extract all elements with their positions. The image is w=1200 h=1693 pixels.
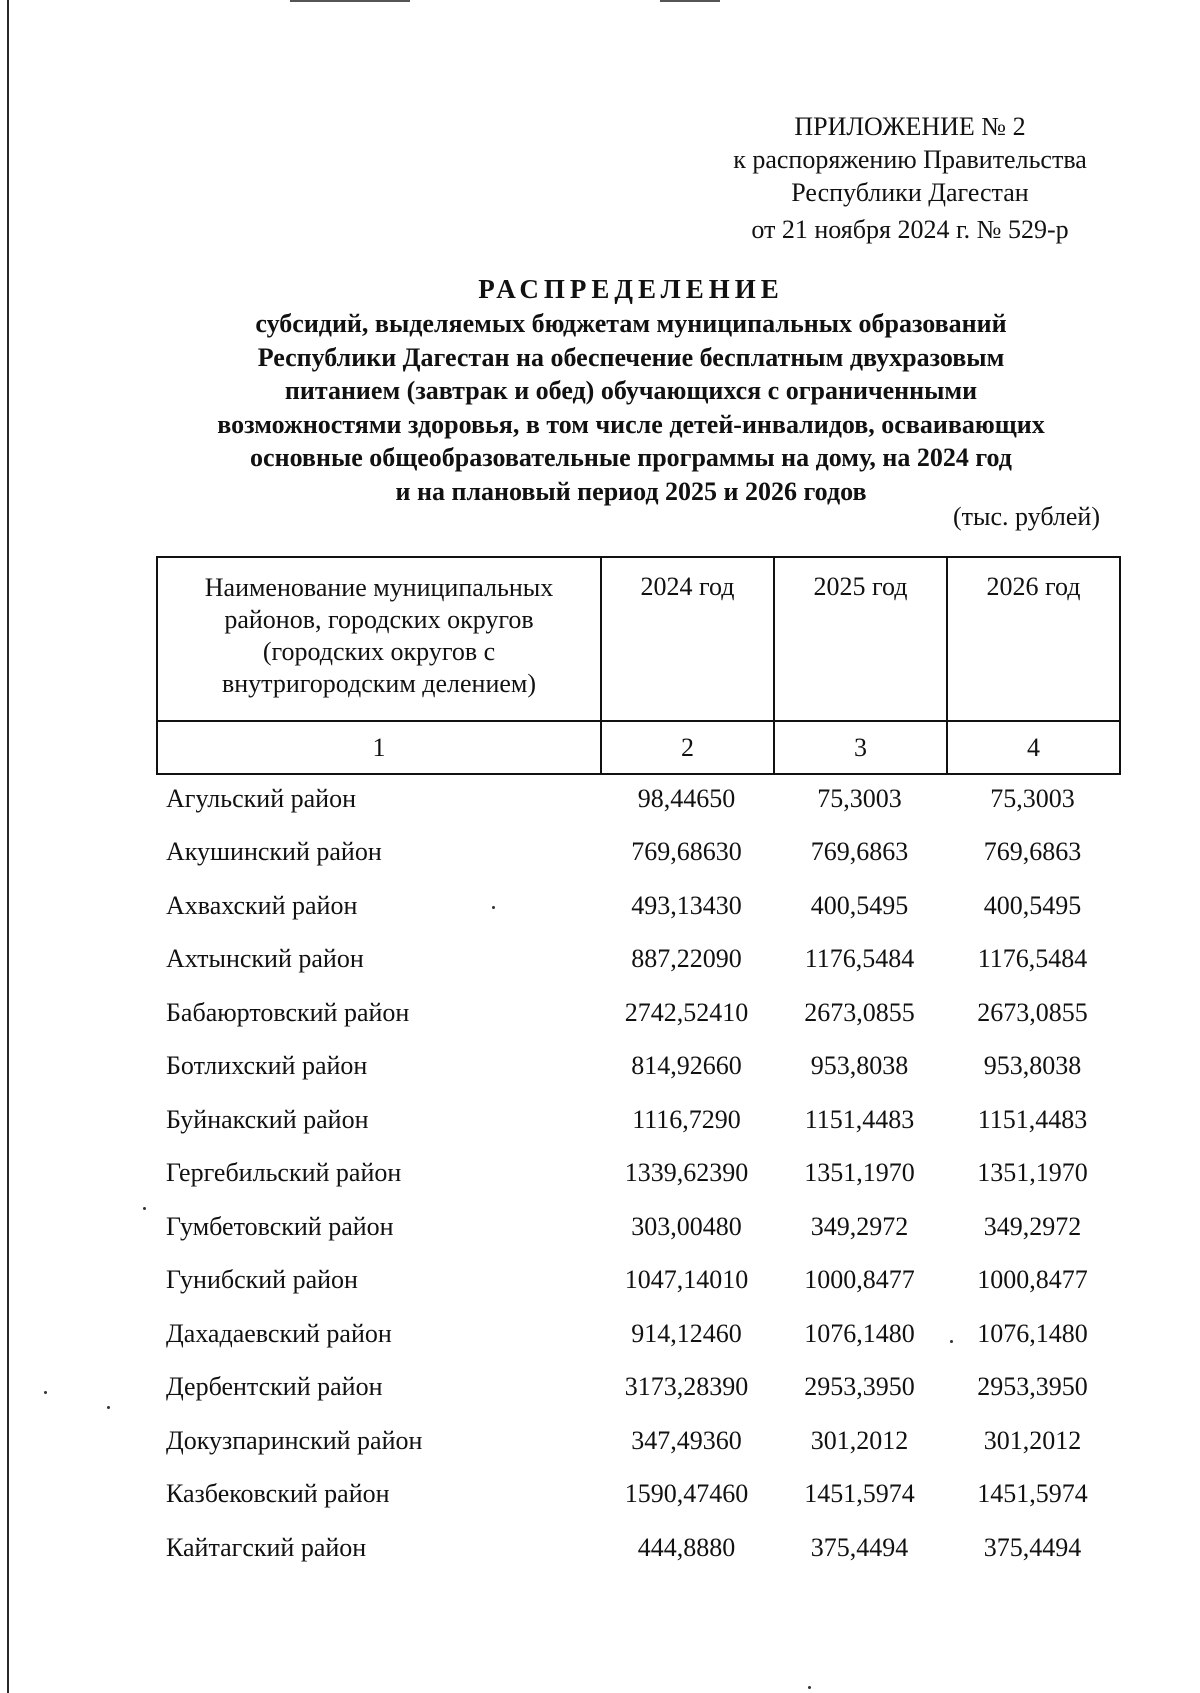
- scan-artifact: [660, 0, 720, 2]
- column-number: 4: [947, 721, 1120, 774]
- table-row: [156, 1521, 1119, 1575]
- value-2024: 1339,62390: [624, 1158, 749, 1188]
- header-name-line: районов, городских округов: [224, 605, 534, 634]
- value-2024: 914,12460: [631, 1318, 742, 1348]
- column-number: 3: [774, 721, 947, 774]
- value-2026: 375,4494: [983, 1532, 1082, 1562]
- table-row: [156, 1147, 1119, 1201]
- value-2025: 1076,1480: [804, 1318, 915, 1348]
- table-row: [156, 879, 1119, 933]
- column-number: 1: [157, 721, 601, 774]
- district-name: Ахвахский район: [166, 890, 358, 920]
- value-2026: 301,2012: [983, 1425, 1082, 1455]
- value-2025: 1451,5974: [804, 1479, 915, 1509]
- value-2025: 375,4494: [810, 1532, 909, 1562]
- table-row: [156, 986, 1119, 1040]
- value-2025: 1000,8477: [804, 1265, 915, 1295]
- scan-speck: [950, 1340, 953, 1343]
- table-row: [156, 1040, 1119, 1094]
- document-title: РАСПРЕДЕЛЕНИЕ: [478, 274, 784, 304]
- subtitle-line: возможностями здоровья, в том числе детей-инвалидов, осваивающих: [217, 409, 1045, 439]
- value-2025: 400,5495: [810, 890, 909, 920]
- district-name: Докузпаринский район: [166, 1425, 423, 1455]
- value-2025: 953,8038: [810, 1051, 909, 1081]
- value-2025: 2953,3950: [804, 1372, 915, 1402]
- value-2024: 3173,28390: [624, 1372, 749, 1402]
- value-2026: 1351,1970: [977, 1158, 1088, 1188]
- scan-artifact: [290, 0, 410, 2]
- table-row: [156, 826, 1119, 880]
- table-row: [156, 933, 1119, 987]
- district-name: Гумбетовский район: [166, 1211, 394, 1241]
- table-row: [156, 1361, 1119, 1415]
- table-body: [156, 772, 1119, 1575]
- subtitle-line: и на плановый период 2025 и 2026 годов: [395, 476, 867, 506]
- value-2026: 1451,5974: [977, 1479, 1088, 1509]
- district-name: Ахтынский район: [166, 944, 364, 974]
- value-2026: 1176,5484: [977, 944, 1088, 974]
- value-2024: 303,00480: [631, 1211, 742, 1241]
- value-2025: 349,2972: [810, 1211, 909, 1241]
- header-name-line: внутригородским делением): [221, 669, 537, 698]
- value-2025: 1151,4483: [804, 1104, 915, 1134]
- value-2024: 814,92660: [631, 1051, 742, 1081]
- value-2025: 301,2012: [810, 1425, 909, 1455]
- district-name: Казбековский район: [166, 1479, 390, 1509]
- column-number: 2: [601, 721, 774, 774]
- table-row: [156, 1093, 1119, 1147]
- annex-line-2: Республики Дагестан: [791, 178, 1029, 207]
- value-2026: 75,3003: [990, 783, 1075, 813]
- district-name: Бабаюртовский район: [166, 997, 410, 1027]
- value-2024: 2742,52410: [624, 997, 749, 1027]
- value-2026: 349,2972: [983, 1211, 1082, 1241]
- value-2026: 2673,0855: [977, 997, 1088, 1027]
- header-2026: 2026 год: [947, 557, 1120, 721]
- value-2024: 493,13430: [631, 890, 742, 920]
- unit-note: (тыс. рублей): [952, 502, 1100, 531]
- value-2024: 769,68630: [631, 837, 742, 867]
- scan-speck: [44, 1391, 47, 1394]
- annex-date: от 21 ноября 2024 г. № 529-р: [751, 215, 1069, 244]
- scan-edge-line: [7, 0, 9, 1693]
- subtitle-line: субсидий, выделяемых бюджетам муниципальных образований: [255, 309, 1007, 338]
- table-header: [156, 556, 1119, 775]
- value-2024: 347,49360: [631, 1425, 742, 1455]
- value-2024: 1047,14010: [624, 1265, 749, 1295]
- table-row: [156, 1200, 1119, 1254]
- value-2024: 98,44650: [637, 783, 736, 813]
- value-2025: 1176,5484: [804, 944, 915, 974]
- header-name-line: (городских округов с: [262, 637, 496, 666]
- district-name: Дербентский район: [166, 1372, 383, 1402]
- scan-speck: [107, 1406, 110, 1409]
- subtitle-line: основные общеобразовательные программы на дому, на 2024 год: [250, 443, 1012, 472]
- scan-speck: [143, 1207, 146, 1210]
- district-name: Гергебильский район: [166, 1158, 402, 1188]
- subtitle-line: питанием (завтрак и обед) обучающихся с ограниченными: [284, 376, 978, 405]
- annex-title: ПРИЛОЖЕНИЕ № 2: [794, 112, 1026, 141]
- value-2026: 1076,1480: [977, 1318, 1088, 1348]
- table-row: [156, 772, 1119, 826]
- district-name: Дахадаевский район: [166, 1318, 392, 1348]
- subtitle-line: Республики Дагестан на обеспечение бесплатным двухразовым: [257, 342, 1005, 372]
- header-name-cell: [157, 557, 601, 721]
- value-2025: 2673,0855: [804, 997, 915, 1027]
- table-row: [156, 1468, 1119, 1522]
- header-name-line: Наименование муниципальных: [204, 573, 554, 602]
- annex-line-1: к распоряжению Правительства: [733, 145, 1087, 174]
- value-2025: 1351,1970: [804, 1158, 915, 1188]
- value-2026: 2953,3950: [977, 1372, 1088, 1402]
- district-name: Буйнакский район: [166, 1104, 369, 1134]
- value-2026: 400,5495: [983, 890, 1082, 920]
- table-row: [156, 1254, 1119, 1308]
- value-2026: 953,8038: [983, 1051, 1082, 1081]
- value-2024: 887,22090: [631, 944, 742, 974]
- district-name: Агульский район: [166, 783, 356, 813]
- value-2026: 769,6863: [983, 837, 1082, 867]
- document-subtitle: [0, 307, 1200, 508]
- scan-speck: [808, 1686, 811, 1689]
- value-2025: 769,6863: [810, 837, 909, 867]
- district-name: Акушинский район: [166, 837, 382, 867]
- value-2025: 75,3003: [817, 783, 902, 813]
- header-2025: 2025 год: [774, 557, 947, 721]
- table-row: [156, 1414, 1119, 1468]
- header-2024: 2024 год: [601, 557, 774, 721]
- district-name: Кайтагский район: [166, 1532, 367, 1562]
- value-2024: 1116,7290: [632, 1104, 741, 1134]
- value-2024: 444,8880: [637, 1532, 736, 1562]
- district-name: Гунибский район: [166, 1265, 358, 1295]
- value-2024: 1590,47460: [624, 1479, 749, 1509]
- annex-block: [700, 110, 1120, 246]
- value-2026: 1000,8477: [977, 1265, 1088, 1295]
- table-row: [156, 1307, 1119, 1361]
- district-name: Ботлихский район: [166, 1051, 368, 1081]
- scan-speck: [492, 906, 495, 909]
- value-2026: 1151,4483: [977, 1104, 1088, 1134]
